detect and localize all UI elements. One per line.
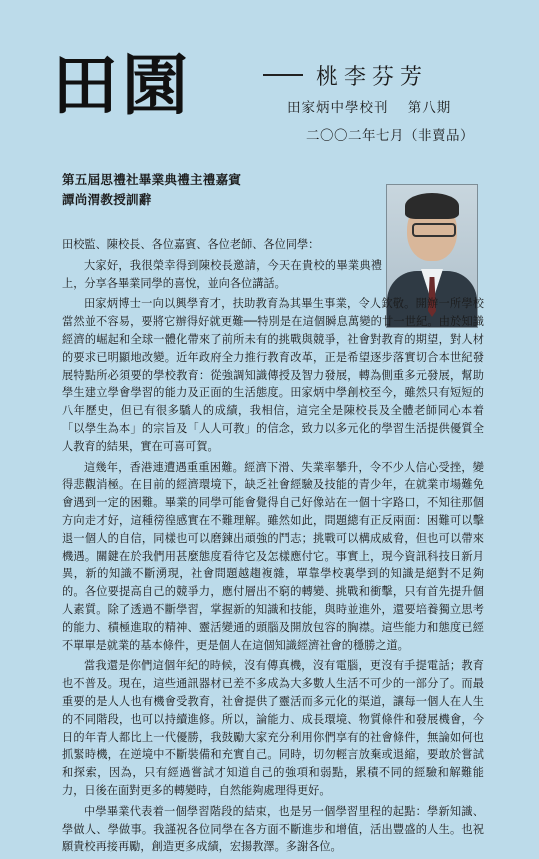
- speech-paragraph-1: 大家好，我很榮幸得到陳校長邀請，今天在貴校的畢業典禮上，分享各畢業同學的喜悅，並向各位講話。: [62, 258, 382, 290]
- issue-date: 二〇〇二年七月（非賣品）: [306, 128, 474, 144]
- speech-paragraph-2: 田家炳博士一向以興學育才，扶助教育為其畢生事業，令人欽敬。開辦一所學校當然並不容易，要將它辦得好就更難──特別是在這個瞬息萬變的廿一世紀。由於知識經濟的崛起和全球一體化帶來了前所未有的挑戰與競爭，社會對教育的期望，對人材的要求已明顯地改變。近年政府全力推行教育改革，正是希望逐步落實切合本世紀發展特點所必須要的學校教育：從強調知識傳授及智力發展，轉為側重多元發展，幫助學生建立學會學習的能力及正面的生活態度。田家炳中學創校至今，雖然只有短短的八年歷史，但已有很多驕人的成績，我相信，這完全是陳校長及全體老師同心本着「以學生為本」的宗旨及「人人可教」的信念，致力以多元化的學習生活提供優質全人教育的結果，實在可喜可賀。: [62, 297, 484, 453]
- school-name: 田家炳中學校刊: [287, 100, 389, 116]
- photo-hair: [405, 193, 459, 219]
- article-subtitle: 譚尚渭教授訓辭: [62, 192, 152, 207]
- masthead: [0, 0, 539, 150]
- speech-paragraph-3: 這幾年，香港連遭遇重重困難。經濟下滑、失業率攀升，令不少人信心受挫，變得悲觀消極。在目前的經濟環境下，缺乏社會經驗及技能的青少年，在就業市場難免會遇到一定的困難。畢業的同學可能會覺得自己好像站在一個十字路口，不知往那個方向走才好，這種徬徨感實在不難理解。雖然如此，問題總有正反兩面：困難可以擊退一個人的自信，同樣也可以磨鍊出頑強的鬥志；挑戰可以構成威脅，但也可以帶來機遇。關鍵在於我們用甚麼態度看待它及怎樣應付它。事實上，現今資訊科技日新月異，新的知識不斷湧現，社會問題越趨複雜，單靠學校裏學到的知識是絕對不足夠的。各位要提高自己的競爭力，應付層出不窮的轉變、挑戰和衝擊，只有首先提升個人素質。除了透過不斷學習，掌握新的知識和技能，與時並進外，還要培養獨立思考的能力、積極進取的精神、靈活變通的頭腦及開放包容的胸襟。這些能力和態度已經不單單是就業的基本條件，更是個人在這個知識經濟社會的穩勝之道。: [62, 460, 484, 652]
- issue-subtitle: 桃李芬芳: [316, 65, 429, 90]
- article-title: 第五屆思禮社畢業典禮主禮嘉賓: [62, 172, 242, 187]
- logo-dash-rule: [263, 74, 303, 76]
- publication-logo: 田園: [52, 46, 192, 124]
- photo-glasses: [412, 223, 456, 237]
- school-issue-line: [287, 96, 465, 116]
- speech-greeting: 田校監、陳校長、各位嘉賓、各位老師、各位同學：: [62, 238, 320, 251]
- speech-body: [62, 236, 484, 859]
- speech-paragraph-4: 當我還是你們這個年紀的時候，沒有傳真機，沒有電腦，更沒有手提電話；教育也不普及。現在，這些通訊器材已差不多成為大多數人生活不可少的一部分了。而最重要的是人人也有機會受教育，社會提供了靈活而多元化的渠道，讓每一個人在人生的不同階段，也可以持續進修。所以，論能力、成長環境、物質條件和發展機會，今日的年青人都比上一代優勝，我鼓勵大家充分利用你們享有的社會條件，無論如何也抓緊時機，在逆境中不斷裝備和充實自己。同時，切勿輕言放棄或退縮，要敢於嘗試和探索，因為，只有經過嘗試才知道自己的強項和弱點，累積不同的經驗和解難能力，日後在面對更多的轉變時，自然能夠處理得更好。: [62, 659, 484, 797]
- issue-number: 第八期: [407, 100, 452, 116]
- speech-paragraph-5: 中學畢業代表着一個學習階段的結束，也是另一個學習里程的起點：學新知識、學做人、學做事。我謹祝各位同學在各方面不斷進步和增值，活出豐盛的人生。也祝願貴校再接再勵，創造更多成績，宏揚教澤。多謝各位。: [62, 804, 484, 854]
